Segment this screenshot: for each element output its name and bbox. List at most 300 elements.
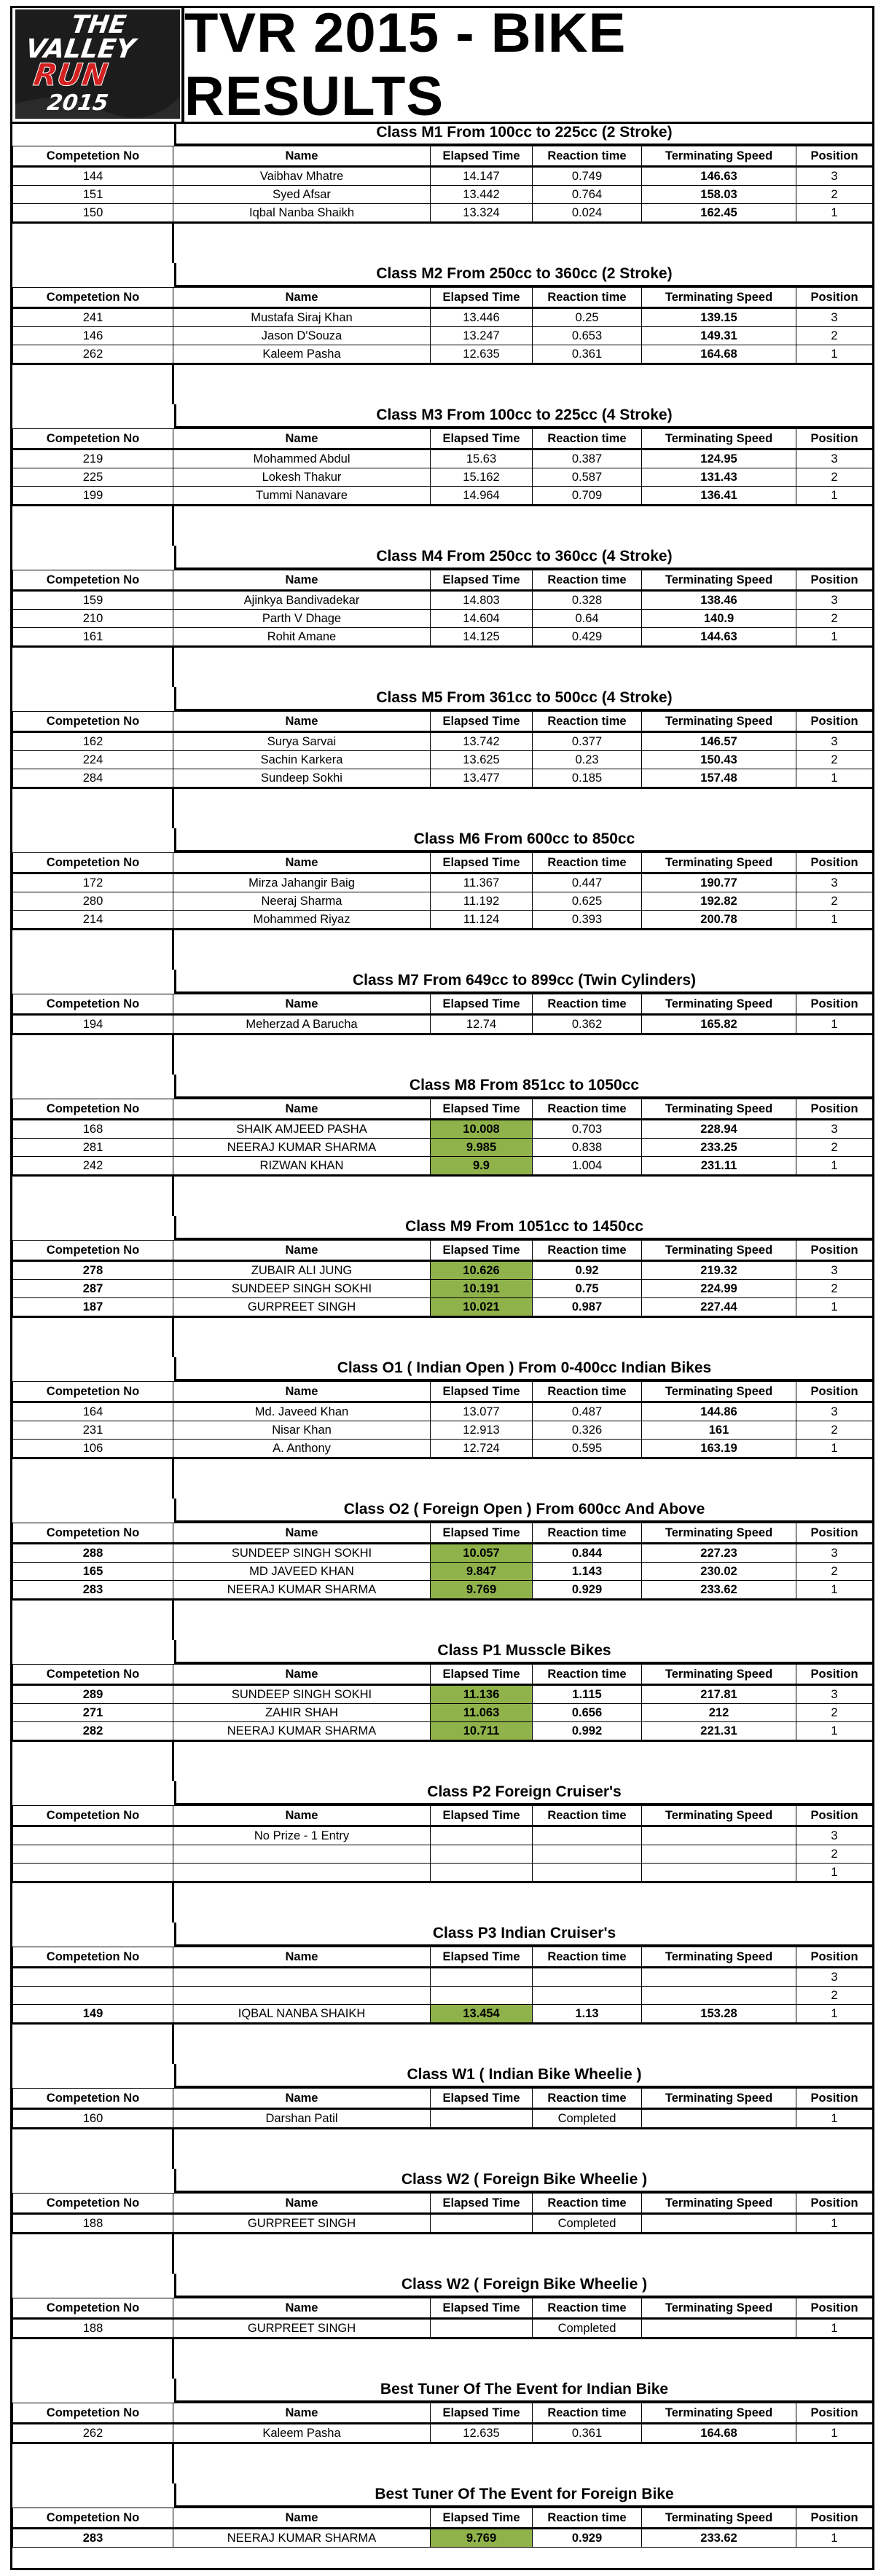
class-title: Class M5 From 361cc to 500cc (4 Stroke) bbox=[174, 687, 872, 711]
section-spacer bbox=[12, 2338, 872, 2379]
name-cell: Nisar Khan bbox=[173, 1421, 431, 1440]
position-cell: 2 bbox=[796, 468, 873, 487]
class-section bbox=[12, 2274, 872, 2379]
column-header: Competetion No bbox=[13, 288, 173, 308]
position-cell: 3 bbox=[796, 873, 873, 892]
reaction-time-cell: 0.328 bbox=[533, 591, 642, 610]
column-header: Name bbox=[173, 2089, 431, 2109]
class-section bbox=[12, 2379, 872, 2483]
spacer-left-block bbox=[12, 1177, 174, 1216]
competition-no-cell: 224 bbox=[13, 751, 173, 769]
reaction-time-cell: 0.361 bbox=[533, 2424, 642, 2443]
name-cell: GURPREET SINGH bbox=[173, 2319, 431, 2338]
results-table bbox=[12, 994, 873, 1034]
name-cell: Iqbal Nanba Shaikh bbox=[173, 204, 431, 222]
reaction-time-cell: 0.185 bbox=[533, 769, 642, 788]
position-cell: 1 bbox=[796, 1298, 873, 1316]
column-header: Position bbox=[796, 570, 873, 591]
column-header: Elapsed Time bbox=[431, 994, 533, 1015]
class-section bbox=[12, 263, 872, 404]
competition-no-cell: 187 bbox=[13, 1298, 173, 1316]
column-header: Elapsed Time bbox=[431, 853, 533, 873]
terminating-speed-cell: 224.99 bbox=[642, 1280, 796, 1298]
results-table bbox=[12, 1381, 873, 1458]
reaction-time-cell: 0.844 bbox=[533, 1544, 642, 1563]
column-header: Name bbox=[173, 712, 431, 732]
table-header-row bbox=[13, 288, 873, 308]
position-cell: 1 bbox=[796, 628, 873, 646]
column-header: Position bbox=[796, 2403, 873, 2424]
competition-no-cell: 160 bbox=[13, 2109, 173, 2128]
column-header: Position bbox=[796, 1241, 873, 1261]
column-header: Position bbox=[796, 2298, 873, 2319]
table-row bbox=[13, 1968, 873, 1987]
column-header: Name bbox=[173, 1099, 431, 1120]
column-header: Elapsed Time bbox=[431, 288, 533, 308]
terminating-speed-cell bbox=[642, 1826, 796, 1845]
svg-text:RUN: RUN bbox=[31, 57, 111, 93]
name-cell: Parth V Dhage bbox=[173, 610, 431, 628]
position-cell: 2 bbox=[796, 1845, 873, 1864]
reaction-time-cell: 0.92 bbox=[533, 1261, 642, 1280]
elapsed-time-cell: 10.021 bbox=[431, 1298, 533, 1316]
position-cell: 1 bbox=[796, 1581, 873, 1599]
table-row bbox=[13, 1722, 873, 1740]
class-section bbox=[12, 1357, 872, 1499]
table-header-row bbox=[13, 2403, 873, 2424]
section-spacer bbox=[12, 1034, 872, 1075]
column-header: Competetion No bbox=[13, 2194, 173, 2214]
position-cell: 3 bbox=[796, 1261, 873, 1280]
table-row bbox=[13, 1261, 873, 1280]
competition-no-cell: 231 bbox=[13, 1421, 173, 1440]
results-table bbox=[12, 2508, 873, 2548]
competition-no-cell: 164 bbox=[13, 1402, 173, 1421]
reaction-time-cell bbox=[533, 1826, 642, 1845]
reaction-time-cell: 0.587 bbox=[533, 468, 642, 487]
spacer-left-block bbox=[12, 224, 174, 263]
position-cell: 3 bbox=[796, 591, 873, 610]
column-header: Reaction time bbox=[533, 2194, 642, 2214]
elapsed-time-cell bbox=[431, 1845, 533, 1864]
competition-no-cell: 281 bbox=[13, 1139, 173, 1157]
spacer-left-block bbox=[12, 2129, 174, 2169]
elapsed-time-cell bbox=[431, 1968, 533, 1987]
name-cell: Darshan Patil bbox=[173, 2109, 431, 2128]
table-row bbox=[13, 1157, 873, 1175]
position-cell: 1 bbox=[796, 2424, 873, 2443]
column-header: Terminating Speed bbox=[642, 570, 796, 591]
terminating-speed-cell: 149.31 bbox=[642, 327, 796, 345]
section-spacer bbox=[12, 505, 872, 546]
table-row bbox=[13, 2109, 873, 2128]
terminating-speed-cell: 217.81 bbox=[642, 1685, 796, 1704]
section-spacer bbox=[12, 1740, 872, 1781]
reaction-time-cell: Completed bbox=[533, 2319, 642, 2338]
reaction-time-cell: 0.64 bbox=[533, 610, 642, 628]
name-cell: Lokesh Thakur bbox=[173, 468, 431, 487]
table-row bbox=[13, 610, 873, 628]
column-header: Competetion No bbox=[13, 2298, 173, 2319]
column-header: Reaction time bbox=[533, 288, 642, 308]
results-table bbox=[12, 1664, 873, 1740]
column-header: Elapsed Time bbox=[431, 2508, 533, 2529]
name-cell: MD JAVEED KHAN bbox=[173, 1563, 431, 1581]
terminating-speed-cell: 162.45 bbox=[642, 204, 796, 222]
column-header: Reaction time bbox=[533, 712, 642, 732]
elapsed-time-cell: 13.625 bbox=[431, 751, 533, 769]
class-section bbox=[12, 2064, 872, 2169]
column-header: Reaction time bbox=[533, 2403, 642, 2424]
column-header: Position bbox=[796, 2508, 873, 2529]
results-table bbox=[12, 287, 873, 364]
spacer-left-block bbox=[12, 2025, 174, 2064]
terminating-speed-cell: 164.68 bbox=[642, 2424, 796, 2443]
name-cell: NEERAJ KUMAR SHARMA bbox=[173, 1581, 431, 1599]
column-header: Position bbox=[796, 1947, 873, 1968]
table-row bbox=[13, 1685, 873, 1704]
class-title: Best Tuner Of The Event for Indian Bike bbox=[174, 2379, 872, 2403]
competition-no-cell: 278 bbox=[13, 1261, 173, 1280]
reaction-time-cell: 0.024 bbox=[533, 204, 642, 222]
column-header: Terminating Speed bbox=[642, 1947, 796, 1968]
column-header: Competetion No bbox=[13, 1523, 173, 1544]
reaction-time-cell: 1.13 bbox=[533, 2005, 642, 2023]
competition-no-cell: 283 bbox=[13, 1581, 173, 1599]
section-spacer bbox=[12, 2023, 872, 2064]
elapsed-time-cell: 14.147 bbox=[431, 167, 533, 186]
elapsed-time-cell: 12.635 bbox=[431, 345, 533, 364]
terminating-speed-cell: 219.32 bbox=[642, 1261, 796, 1280]
terminating-speed-cell: 163.19 bbox=[642, 1440, 796, 1458]
column-header: Name bbox=[173, 2403, 431, 2424]
table-row bbox=[13, 449, 873, 468]
column-header: Reaction time bbox=[533, 1523, 642, 1544]
column-header: Name bbox=[173, 2298, 431, 2319]
table-header-row bbox=[13, 1523, 873, 1544]
position-cell: 2 bbox=[796, 327, 873, 345]
table-header-row bbox=[13, 2298, 873, 2319]
page-header bbox=[12, 2, 872, 127]
column-header: Elapsed Time bbox=[431, 1241, 533, 1261]
column-header: Reaction time bbox=[533, 1241, 642, 1261]
table-row bbox=[13, 2319, 873, 2338]
results-table bbox=[12, 1523, 873, 1599]
position-cell: 2 bbox=[796, 1280, 873, 1298]
column-header: Competetion No bbox=[13, 1947, 173, 1968]
section-spacer bbox=[12, 1175, 872, 1216]
table-row bbox=[13, 1402, 873, 1421]
name-cell bbox=[173, 1968, 431, 1987]
name-cell: Kaleem Pasha bbox=[173, 345, 431, 364]
competition-no-cell: 150 bbox=[13, 204, 173, 222]
column-header: Competetion No bbox=[13, 570, 173, 591]
column-header: Reaction time bbox=[533, 2508, 642, 2529]
competition-no-cell: 262 bbox=[13, 2424, 173, 2443]
results-table bbox=[12, 711, 873, 788]
column-header: Terminating Speed bbox=[642, 2089, 796, 2109]
name-cell: GURPREET SINGH bbox=[173, 1298, 431, 1316]
position-cell: 1 bbox=[796, 1722, 873, 1740]
table-header-row bbox=[13, 2508, 873, 2529]
terminating-speed-cell: 228.94 bbox=[642, 1120, 796, 1139]
competition-no-cell: 188 bbox=[13, 2214, 173, 2233]
position-cell: 1 bbox=[796, 769, 873, 788]
competition-no-cell: 210 bbox=[13, 610, 173, 628]
column-header: Position bbox=[796, 1665, 873, 1685]
spacer-left-block bbox=[12, 930, 174, 970]
table-row bbox=[13, 1120, 873, 1139]
reaction-time-cell: 0.387 bbox=[533, 449, 642, 468]
section-spacer bbox=[12, 1882, 872, 1923]
table-header-row bbox=[13, 994, 873, 1015]
position-cell: 1 bbox=[796, 345, 873, 364]
position-cell: 1 bbox=[796, 1440, 873, 1458]
competition-no-cell: 284 bbox=[13, 769, 173, 788]
competition-no-cell: 188 bbox=[13, 2319, 173, 2338]
terminating-speed-cell bbox=[642, 1968, 796, 1987]
column-header: Elapsed Time bbox=[431, 1099, 533, 1120]
terminating-speed-cell: 140.9 bbox=[642, 610, 796, 628]
spacer-left-block bbox=[12, 2444, 174, 2483]
competition-no-cell bbox=[13, 1826, 173, 1845]
competition-no-cell: 144 bbox=[13, 167, 173, 186]
section-spacer bbox=[12, 788, 872, 828]
terminating-speed-cell: 233.62 bbox=[642, 1581, 796, 1599]
terminating-speed-cell bbox=[642, 1845, 796, 1864]
column-header: Position bbox=[796, 1099, 873, 1120]
class-title: Class W2 ( Foreign Bike Wheelie ) bbox=[174, 2169, 872, 2193]
column-header: Name bbox=[173, 429, 431, 449]
name-cell: NEERAJ KUMAR SHARMA bbox=[173, 1139, 431, 1157]
competition-no-cell: 194 bbox=[13, 1015, 173, 1034]
table-header-row bbox=[13, 712, 873, 732]
table-row bbox=[13, 628, 873, 646]
terminating-speed-cell: 157.48 bbox=[642, 769, 796, 788]
competition-no-cell bbox=[13, 1968, 173, 1987]
table-row bbox=[13, 873, 873, 892]
reaction-time-cell: 1.115 bbox=[533, 1685, 642, 1704]
results-sections bbox=[12, 122, 872, 2548]
column-header: Name bbox=[173, 853, 431, 873]
elapsed-time-cell: 11.063 bbox=[431, 1704, 533, 1722]
spacer-left-block bbox=[12, 1035, 174, 1075]
name-cell: Mohammed Abdul bbox=[173, 449, 431, 468]
reaction-time-cell: 0.656 bbox=[533, 1704, 642, 1722]
column-header: Name bbox=[173, 1382, 431, 1402]
reaction-time-cell: 0.838 bbox=[533, 1139, 642, 1157]
table-row bbox=[13, 186, 873, 204]
name-cell: Surya Sarvai bbox=[173, 732, 431, 751]
class-section bbox=[12, 970, 872, 1075]
elapsed-time-cell: 9.847 bbox=[431, 1563, 533, 1581]
spacer-left-block bbox=[12, 506, 174, 546]
position-cell: 3 bbox=[796, 1544, 873, 1563]
reaction-time-cell bbox=[533, 1845, 642, 1864]
class-title: Class P1 Musscle Bikes bbox=[174, 1640, 872, 1664]
terminating-speed-cell: 139.15 bbox=[642, 308, 796, 327]
spacer-left-block bbox=[12, 1459, 174, 1499]
reaction-time-cell: 0.362 bbox=[533, 1015, 642, 1034]
svg-text:VALLEY: VALLEY bbox=[23, 33, 138, 64]
name-cell: ZUBAIR ALI JUNG bbox=[173, 1261, 431, 1280]
elapsed-time-cell: 15.162 bbox=[431, 468, 533, 487]
reaction-time-cell: 0.703 bbox=[533, 1120, 642, 1139]
table-header-row bbox=[13, 429, 873, 449]
column-header: Competetion No bbox=[13, 2089, 173, 2109]
name-cell: A. Anthony bbox=[173, 1440, 431, 1458]
spacer-left-block bbox=[12, 789, 174, 828]
elapsed-time-cell: 10.057 bbox=[431, 1544, 533, 1563]
position-cell: 1 bbox=[796, 2005, 873, 2023]
name-cell: Ajinkya Bandivadekar bbox=[173, 591, 431, 610]
column-header: Competetion No bbox=[13, 853, 173, 873]
column-header: Competetion No bbox=[13, 1382, 173, 1402]
section-spacer bbox=[12, 2443, 872, 2483]
column-header: Reaction time bbox=[533, 429, 642, 449]
table-row bbox=[13, 751, 873, 769]
column-header: Reaction time bbox=[533, 1099, 642, 1120]
terminating-speed-cell: 227.44 bbox=[642, 1298, 796, 1316]
table-row bbox=[13, 308, 873, 327]
table-row bbox=[13, 1440, 873, 1458]
column-header: Position bbox=[796, 1806, 873, 1826]
competition-no-cell: 172 bbox=[13, 873, 173, 892]
name-cell: GURPREET SINGH bbox=[173, 2214, 431, 2233]
column-header: Position bbox=[796, 1523, 873, 1544]
column-header: Elapsed Time bbox=[431, 570, 533, 591]
column-header: Position bbox=[796, 146, 873, 167]
position-cell: 3 bbox=[796, 449, 873, 468]
elapsed-time-cell: 10.626 bbox=[431, 1261, 533, 1280]
position-cell: 1 bbox=[796, 1157, 873, 1175]
terminating-speed-cell: 221.31 bbox=[642, 1722, 796, 1740]
elapsed-time-cell: 13.742 bbox=[431, 732, 533, 751]
table-row bbox=[13, 732, 873, 751]
class-section bbox=[12, 1923, 872, 2064]
reaction-time-cell: 0.487 bbox=[533, 1402, 642, 1421]
results-table bbox=[12, 2403, 873, 2443]
results-table bbox=[12, 1240, 873, 1316]
column-header: Reaction time bbox=[533, 994, 642, 1015]
table-row bbox=[13, 1864, 873, 1882]
class-section bbox=[12, 1781, 872, 1923]
results-table bbox=[12, 2193, 873, 2233]
column-header: Reaction time bbox=[533, 1382, 642, 1402]
name-cell: Jason D'Souza bbox=[173, 327, 431, 345]
class-title: Class P3 Indian Cruiser's bbox=[174, 1923, 872, 1947]
competition-no-cell: 241 bbox=[13, 308, 173, 327]
terminating-speed-cell: 233.25 bbox=[642, 1139, 796, 1157]
name-cell: Sachin Karkera bbox=[173, 751, 431, 769]
column-header: Elapsed Time bbox=[431, 146, 533, 167]
elapsed-time-cell: 10.711 bbox=[431, 1722, 533, 1740]
column-header: Terminating Speed bbox=[642, 1241, 796, 1261]
column-header: Competetion No bbox=[13, 146, 173, 167]
competition-no-cell: 159 bbox=[13, 591, 173, 610]
column-header: Terminating Speed bbox=[642, 146, 796, 167]
reaction-time-cell: 0.749 bbox=[533, 167, 642, 186]
position-cell: 1 bbox=[796, 2529, 873, 2548]
elapsed-time-cell: 12.724 bbox=[431, 1440, 533, 1458]
terminating-speed-cell: 136.41 bbox=[642, 487, 796, 505]
elapsed-time-cell: 14.604 bbox=[431, 610, 533, 628]
name-cell: NEERAJ KUMAR SHARMA bbox=[173, 2529, 431, 2548]
column-header: Position bbox=[796, 429, 873, 449]
column-header: Position bbox=[796, 994, 873, 1015]
class-title: Class M7 From 649cc to 899cc (Twin Cylinders) bbox=[174, 970, 872, 994]
competition-no-cell: 283 bbox=[13, 2529, 173, 2548]
column-header: Name bbox=[173, 570, 431, 591]
elapsed-time-cell: 10.191 bbox=[431, 1280, 533, 1298]
reaction-time-cell: 0.929 bbox=[533, 1581, 642, 1599]
elapsed-time-cell: 11.136 bbox=[431, 1685, 533, 1704]
column-header: Elapsed Time bbox=[431, 1382, 533, 1402]
column-header: Competetion No bbox=[13, 1099, 173, 1120]
position-cell: 2 bbox=[796, 751, 873, 769]
table-header-row bbox=[13, 1806, 873, 1826]
position-cell: 1 bbox=[796, 1015, 873, 1034]
reaction-time-cell: 0.992 bbox=[533, 1722, 642, 1740]
table-row bbox=[13, 204, 873, 222]
competition-no-cell: 288 bbox=[13, 1544, 173, 1563]
elapsed-time-cell bbox=[431, 2319, 533, 2338]
terminating-speed-cell: 227.23 bbox=[642, 1544, 796, 1563]
section-spacer bbox=[12, 222, 872, 263]
elapsed-time-cell: 10.008 bbox=[431, 1120, 533, 1139]
column-header: Terminating Speed bbox=[642, 1806, 796, 1826]
table-row bbox=[13, 1826, 873, 1845]
column-header: Elapsed Time bbox=[431, 2194, 533, 2214]
table-row bbox=[13, 1544, 873, 1563]
name-cell: Mustafa Siraj Khan bbox=[173, 308, 431, 327]
reaction-time-cell: 0.25 bbox=[533, 308, 642, 327]
column-header: Name bbox=[173, 146, 431, 167]
column-header: Reaction time bbox=[533, 2089, 642, 2109]
column-header: Terminating Speed bbox=[642, 1523, 796, 1544]
reaction-time-cell: 0.393 bbox=[533, 911, 642, 929]
elapsed-time-cell bbox=[431, 2214, 533, 2233]
column-header: Reaction time bbox=[533, 1665, 642, 1685]
competition-no-cell bbox=[13, 1987, 173, 2005]
table-row bbox=[13, 167, 873, 186]
reaction-time-cell: 0.709 bbox=[533, 487, 642, 505]
column-header: Reaction time bbox=[533, 2298, 642, 2319]
column-header: Terminating Speed bbox=[642, 288, 796, 308]
spacer-left-block bbox=[12, 365, 174, 404]
reaction-time-cell: 0.429 bbox=[533, 628, 642, 646]
results-table bbox=[12, 428, 873, 505]
table-row bbox=[13, 769, 873, 788]
column-header: Name bbox=[173, 1241, 431, 1261]
position-cell: 3 bbox=[796, 1685, 873, 1704]
table-row bbox=[13, 591, 873, 610]
results-table bbox=[12, 1805, 873, 1882]
class-section bbox=[12, 687, 872, 828]
class-title: Class M3 From 100cc to 225cc (4 Stroke) bbox=[174, 404, 872, 428]
reaction-time-cell: 0.377 bbox=[533, 732, 642, 751]
class-title: Class W2 ( Foreign Bike Wheelie ) bbox=[174, 2274, 872, 2298]
section-spacer bbox=[12, 929, 872, 970]
name-cell: Mirza Jahangir Baig bbox=[173, 873, 431, 892]
table-row bbox=[13, 1704, 873, 1722]
name-cell: Meherzad A Barucha bbox=[173, 1015, 431, 1034]
position-cell: 2 bbox=[796, 610, 873, 628]
elapsed-time-cell: 11.192 bbox=[431, 892, 533, 911]
elapsed-time-cell: 11.367 bbox=[431, 873, 533, 892]
column-header: Terminating Speed bbox=[642, 2403, 796, 2424]
position-cell: 1 bbox=[796, 911, 873, 929]
